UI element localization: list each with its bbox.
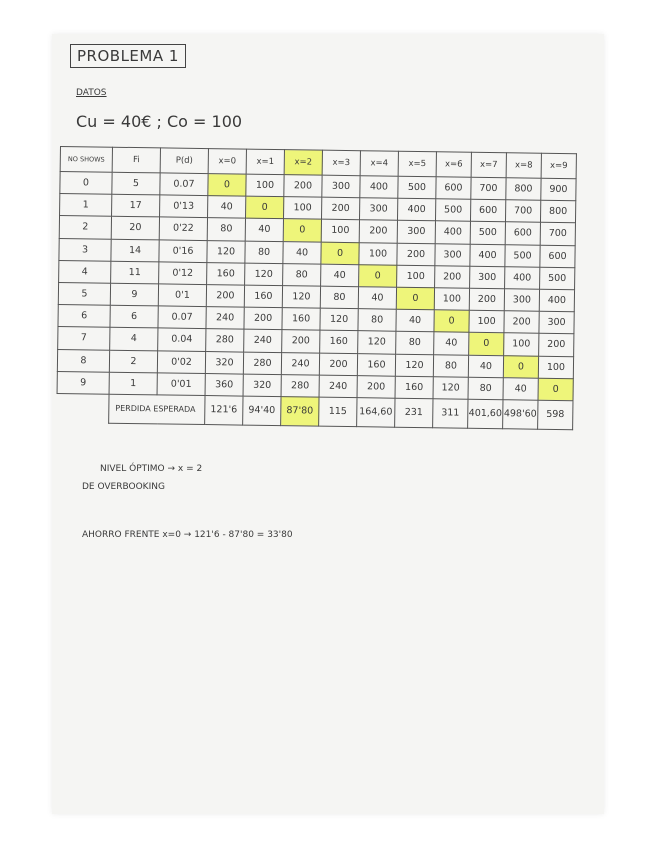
table-cell: 100 <box>434 288 469 311</box>
table-cell: 0'1 <box>158 284 206 307</box>
table-cell: 160 <box>207 262 245 285</box>
table-cell: 0 <box>538 378 573 401</box>
table-cell: 1 <box>109 372 157 395</box>
table-cell: 600 <box>436 177 471 200</box>
table-cell: 0'02 <box>157 350 205 373</box>
table-cell: 6 <box>110 305 158 328</box>
table-cell: 40 <box>321 264 359 287</box>
table-cell: 200 <box>539 334 574 357</box>
table-cell: 0 <box>208 174 246 197</box>
table-cell: 200 <box>504 311 539 334</box>
perdida-value: 121'6 <box>205 395 243 425</box>
table-cell: 400 <box>397 198 435 221</box>
table-cell: 1 <box>60 194 112 217</box>
table-cell: 100 <box>321 220 359 243</box>
table-cell: 0.07 <box>160 173 208 196</box>
table-cell: 4 <box>110 328 158 351</box>
table-cell: 120 <box>207 240 245 263</box>
header-cell: NO SHOWS <box>60 147 112 173</box>
table-cell: 280 <box>281 374 319 397</box>
table-cell: 3 <box>59 238 111 261</box>
table-cell: 300 <box>397 221 435 244</box>
header-cell: x=9 <box>541 153 576 178</box>
table-cell: 0'22 <box>159 217 207 240</box>
table-cell: 500 <box>505 244 540 267</box>
table-cell: 120 <box>395 354 433 377</box>
perdida-value: 164,60 <box>357 398 395 428</box>
table-cell: 5 <box>58 282 110 305</box>
table-cell: 160 <box>244 285 282 308</box>
table-cell: 9 <box>110 283 158 306</box>
table-cell: 300 <box>470 266 505 289</box>
perdida-value: 115 <box>319 397 357 427</box>
table-cell: 6 <box>58 305 110 328</box>
table-cell: 240 <box>244 329 282 352</box>
table-cell: 80 <box>207 218 245 241</box>
optimal-level-note-2: DE OVERBOOKING <box>82 482 165 492</box>
table-cell: 0 <box>60 172 112 195</box>
table-cell: 160 <box>282 308 320 331</box>
table-cell: 200 <box>397 243 435 266</box>
table-cell: 9 <box>57 371 109 394</box>
table-cell: 120 <box>433 376 468 399</box>
table-cell: 0 <box>503 355 538 378</box>
table-cell: 120 <box>358 331 396 354</box>
table-cell: 900 <box>541 178 576 201</box>
table-cell: 600 <box>470 199 505 222</box>
perdida-label: PERDIDA ESPERADA <box>109 394 205 424</box>
table-cell: 17 <box>112 194 160 217</box>
table-cell: 40 <box>283 241 321 264</box>
table-cell: 0 <box>396 287 434 310</box>
table-cell: 2 <box>109 350 157 373</box>
header-cell: x=7 <box>471 152 506 177</box>
table-cell: 40 <box>208 196 246 219</box>
table-cell: 14 <box>111 239 159 262</box>
header-cell: x=8 <box>506 153 541 178</box>
table-cell: 0.04 <box>158 328 206 351</box>
table-cell: 300 <box>504 289 539 312</box>
table-cell: 100 <box>359 242 397 265</box>
table-cell: 200 <box>319 353 357 376</box>
table-cell: 400 <box>360 176 398 199</box>
table-cell: 300 <box>359 198 397 221</box>
problem-title: PROBLEMA 1 <box>70 44 186 68</box>
table-cell: 160 <box>395 376 433 399</box>
table-cell: 500 <box>398 176 436 199</box>
table-cell: 120 <box>245 263 283 286</box>
table-cell: 700 <box>471 177 506 200</box>
table-cell: 0 <box>283 219 321 242</box>
table-cell: 320 <box>205 351 243 374</box>
table-cell: 0'13 <box>160 195 208 218</box>
table-cell: 120 <box>282 286 320 309</box>
table-cell: 200 <box>284 175 322 198</box>
table-cell: 100 <box>284 197 322 220</box>
table-cell: 11 <box>111 261 159 284</box>
table-cell: 100 <box>469 310 504 333</box>
table-cell: 0 <box>469 333 504 356</box>
overbooking-table <box>56 146 577 430</box>
header-cell: P(d) <box>160 148 208 174</box>
table-cell: 200 <box>321 197 359 220</box>
table-cell: 280 <box>206 329 244 352</box>
table-cell: 0 <box>434 310 469 333</box>
table-cell: 600 <box>540 245 575 268</box>
perdida-value: 311 <box>433 399 468 428</box>
table-cell: 800 <box>540 200 575 223</box>
table-cell: 100 <box>504 333 539 356</box>
table-cell: 300 <box>322 175 360 198</box>
table-cell: 200 <box>469 288 504 311</box>
table-cell: 0 <box>359 264 397 287</box>
cost-formula: Cu = 40€ ; Co = 100 <box>76 112 243 131</box>
table-cell: 80 <box>245 241 283 264</box>
table-cell: 280 <box>243 352 281 375</box>
table-cell: 700 <box>540 223 575 246</box>
table-cell: 8 <box>57 349 109 372</box>
table-cell: 700 <box>505 200 540 223</box>
table-cell: 200 <box>244 307 282 330</box>
header-cell: x=2 <box>284 150 322 176</box>
optimal-level-note: NIVEL ÓPTIMO → x = 2 <box>100 464 203 474</box>
table-cell: 120 <box>320 308 358 331</box>
table-cell: 160 <box>320 330 358 353</box>
table-cell: 4 <box>59 260 111 283</box>
table-cell: 240 <box>319 375 357 398</box>
table-cell: 0.07 <box>158 306 206 329</box>
table-cell: 40 <box>503 377 538 400</box>
table-cell: 80 <box>320 286 358 309</box>
table-cell: 20 <box>111 217 159 240</box>
header-cell: x=5 <box>398 151 436 177</box>
table-cell: 500 <box>470 222 505 245</box>
perdida-value: 498'60 <box>503 400 538 429</box>
table-cell: 400 <box>505 266 540 289</box>
table-cell: 320 <box>243 374 281 397</box>
table-cell: 200 <box>359 220 397 243</box>
perdida-value: 231 <box>395 398 433 428</box>
table-cell: 240 <box>281 352 319 375</box>
table-cell: 160 <box>357 353 395 376</box>
table-cell: 0'01 <box>157 373 205 396</box>
table-cell: 80 <box>468 377 503 400</box>
table-cell: 300 <box>435 243 470 266</box>
table-cell: 2 <box>59 216 111 239</box>
table-cell: 200 <box>357 375 395 398</box>
table-cell: 0 <box>321 242 359 265</box>
table-cell: 40 <box>245 218 283 241</box>
table-cell: 5 <box>112 172 160 195</box>
table-cell: 40 <box>434 332 469 355</box>
table-cell: 600 <box>505 222 540 245</box>
table-cell: 400 <box>470 244 505 267</box>
perdida-value: 401,60 <box>468 399 503 428</box>
header-cell: x=6 <box>436 152 471 177</box>
table-cell: 200 <box>206 284 244 307</box>
table-cell: 40 <box>468 355 503 378</box>
table-cell: 200 <box>282 330 320 353</box>
table-cell: 100 <box>397 265 435 288</box>
header-cell: x=4 <box>360 151 398 177</box>
header-cell: Fi <box>112 147 160 173</box>
table-cell: 300 <box>539 311 574 334</box>
table-cell: 400 <box>435 221 470 244</box>
savings-note: AHORRO FRENTE x=0 → 121'6 - 87'80 = 33'80 <box>82 530 293 540</box>
table-cell: 240 <box>206 307 244 330</box>
table-cell: 100 <box>246 174 284 197</box>
table-cell: 0'16 <box>159 239 207 262</box>
table-cell: 200 <box>435 265 470 288</box>
table-cell: 500 <box>435 199 470 222</box>
datos-label: DATOS <box>76 88 107 98</box>
table-cell: 360 <box>205 373 243 396</box>
perdida-value: 87'80 <box>281 396 319 426</box>
header-cell: x=3 <box>322 150 360 176</box>
table-cell: 800 <box>506 178 541 201</box>
header-cell: x=0 <box>208 149 246 175</box>
table-cell: 80 <box>433 354 468 377</box>
table-cell: 400 <box>539 289 574 312</box>
perdida-value: 94'40 <box>243 396 281 426</box>
table-cell: 40 <box>396 309 434 332</box>
table-cell: 80 <box>396 332 434 355</box>
perdida-value: 598 <box>538 400 573 429</box>
table-cell: 40 <box>358 287 396 310</box>
table-cell: 7 <box>58 327 110 350</box>
table-cell: 80 <box>358 309 396 332</box>
table-cell: 500 <box>540 267 575 290</box>
table-cell: 0 <box>246 196 284 219</box>
header-cell: x=1 <box>246 149 284 175</box>
blank-cell <box>57 393 109 423</box>
table-cell: 0'12 <box>159 262 207 285</box>
table-cell: 80 <box>283 263 321 286</box>
table-cell: 100 <box>538 356 573 379</box>
